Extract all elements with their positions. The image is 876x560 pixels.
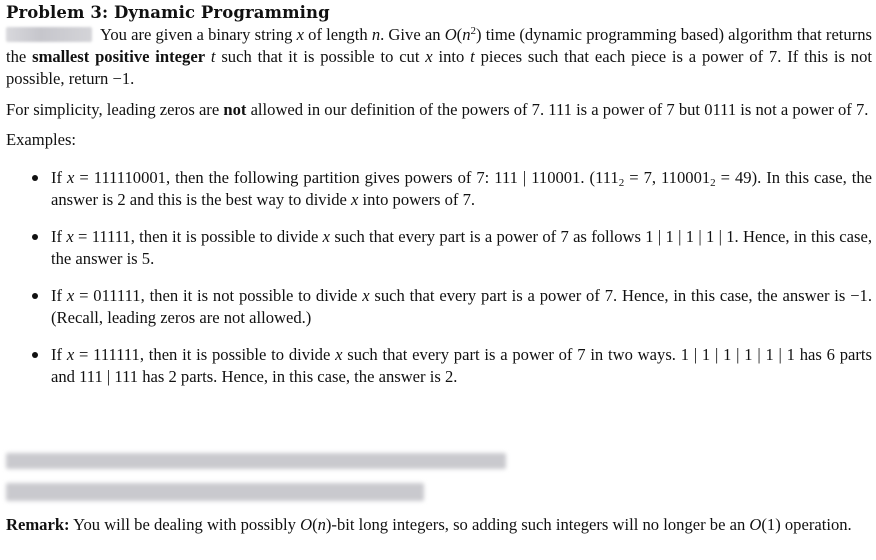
bullet-icon bbox=[32, 175, 38, 181]
bullet-icon bbox=[32, 234, 38, 240]
bullet-icon bbox=[32, 352, 38, 358]
bullet-icon bbox=[32, 293, 38, 299]
examples-label: Examples: bbox=[6, 130, 77, 149]
example-item: If x = 111111, then it is possible to divide x such that every part is a power of 7 in two ways. 1 | 1 | 1 | 1 | 1 | 1 has 6 parts and 111 | 111 has 2 parts. Hence, in this case, the answer is 2. bbox=[6, 344, 872, 388]
simplicity-note: For simplicity, leading zeros are not allowed in our definition of the powers of 7. 111 is a power of 7 but 0111 is not a power of 7. bbox=[6, 100, 869, 119]
remark-label: Remark: bbox=[6, 515, 70, 534]
problem-statement: You are given a binary string x of length n. Give an $O(n^2)$ time (dynamic programming based) algorithm that returns the smallest positive integer t such that it is possible to cut x into t pieces such that each piece is a power of 7. If this is not possible, return −1. bbox=[6, 25, 872, 88]
examples-list bbox=[6, 167, 872, 388]
redacted-line bbox=[6, 453, 506, 469]
redacted-block bbox=[6, 447, 872, 507]
remark-paragraph: Remark: You will be dealing with possibly O(n)-bit long integers, so adding such integers will no longer be an O(1) operation. bbox=[6, 515, 852, 534]
redacted-name-block bbox=[6, 27, 92, 42]
example-item: If x = 111110001, then the following partition gives powers of 7: 111 | 110001. ($111_2 = 7$, $110001_2 = 49$). In this case, the answer is 2 and this is the best way to divide x into powers of 7. bbox=[6, 167, 872, 211]
emphasis-smallest: smallest positive integer bbox=[32, 47, 206, 66]
redacted-line bbox=[6, 483, 424, 501]
example-item: If x = 011111, then it is not possible to divide x such that every part is a power of 7. Hence, in this case, the answer is −1. (Recall, leading zeros are not allowed.) bbox=[6, 285, 872, 329]
problem-title: Problem 3: Dynamic Programming bbox=[6, 3, 330, 22]
document-page bbox=[6, 2, 872, 534]
emphasis-not: not bbox=[223, 100, 247, 119]
example-item: If x = 11111, then it is possible to divide x such that every part is a power of 7 as follows 1 | 1 | 1 | 1 | 1. Hence, in this case, the answer is 5. bbox=[6, 226, 872, 270]
